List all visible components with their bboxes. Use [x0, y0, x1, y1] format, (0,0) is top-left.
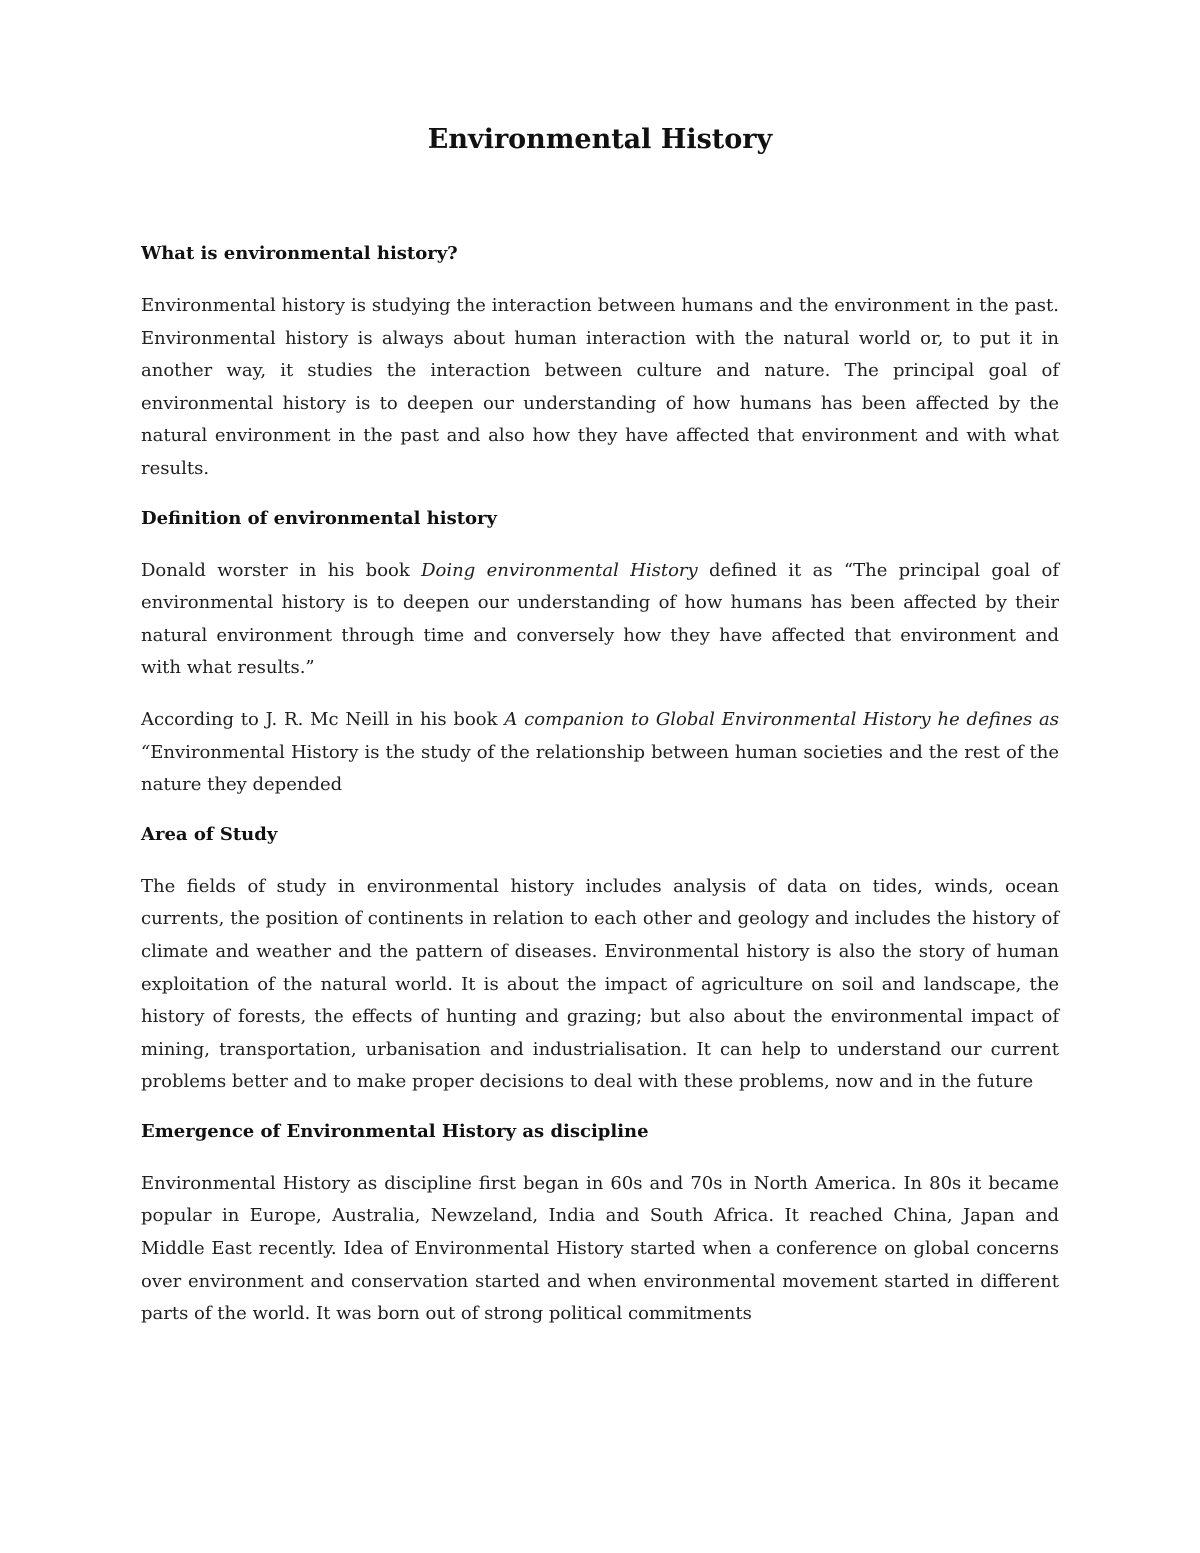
paragraph-text: According to J. R. Mc Neill in his book — [141, 708, 505, 730]
body-paragraph: Environmental History as discipline first began in 60s and 70s in North America. In 80s it became popular in Europe, Australia, Newzeland, India and South Africa. It reached China, Japan and Middle East recently. Idea of Environmental History started when a conference on global concerns over environment and conservation started and when environmental movement started in different parts of the world. It was born out of strong political commitments — [141, 1172, 1059, 1325]
section-what-is — [141, 240, 1059, 486]
section-heading: Emergence of Environmental History as discipline — [141, 1120, 649, 1142]
section-heading: What is environmental history? — [141, 243, 458, 264]
paragraph-text: Donald worster in his book — [141, 559, 422, 581]
paragraph-text: defined it as “The principal goal of environmental history is to deepen our understanding of how humans has been affected by their natural environment through time and conversely how they have affected that environment and with what results.” — [141, 559, 1060, 679]
book-title-italic: Doing environmental History — [421, 559, 698, 581]
section-heading: Definition of environmental history — [141, 507, 498, 529]
section-area-of-study — [141, 821, 1059, 1099]
section-emergence — [141, 1118, 1059, 1331]
document-title: Environmental History — [427, 124, 773, 155]
section-definition — [141, 505, 1059, 802]
body-paragraph: Environmental history is studying the interaction between humans and the environment in the past. Environmental history is always about human interaction with the natural world or, to put it in another way, it studies the interaction between culture and nature. The principal goal of environmental history is to deepen our understanding of how humans has been affected by the natural environment in the past and also how they have affected that environment and with what results. — [141, 295, 1059, 479]
body-paragraph: The fields of study in environmental history includes analysis of data on tides, winds, ocean currents, the position of continents in relation to each other and geology and includes the history of climate and weather and the pattern of diseases. Environmental history is also the story of human exploitation of the natural world. It is about the impact of agriculture on soil and landscape, the history of forests, the effects of hunting and grazing; but also about the environmental impact of mining, transportation, urbanisation and industrialisation. It can help to understand our current problems better and to make proper decisions to deal with these problems, now and in the future — [141, 875, 1059, 1093]
paragraph-text: Environmental History is the study of the relationship between human societies and the rest of the nature they depended — [141, 741, 1059, 796]
document-content — [141, 118, 1059, 1350]
body-paragraph-worster — [141, 555, 1059, 685]
section-heading: Area of Study — [141, 823, 278, 845]
book-title-italic: A companion to Global Environmental History he defines as “ — [141, 708, 1059, 763]
body-paragraph-mcneill — [141, 704, 1059, 802]
